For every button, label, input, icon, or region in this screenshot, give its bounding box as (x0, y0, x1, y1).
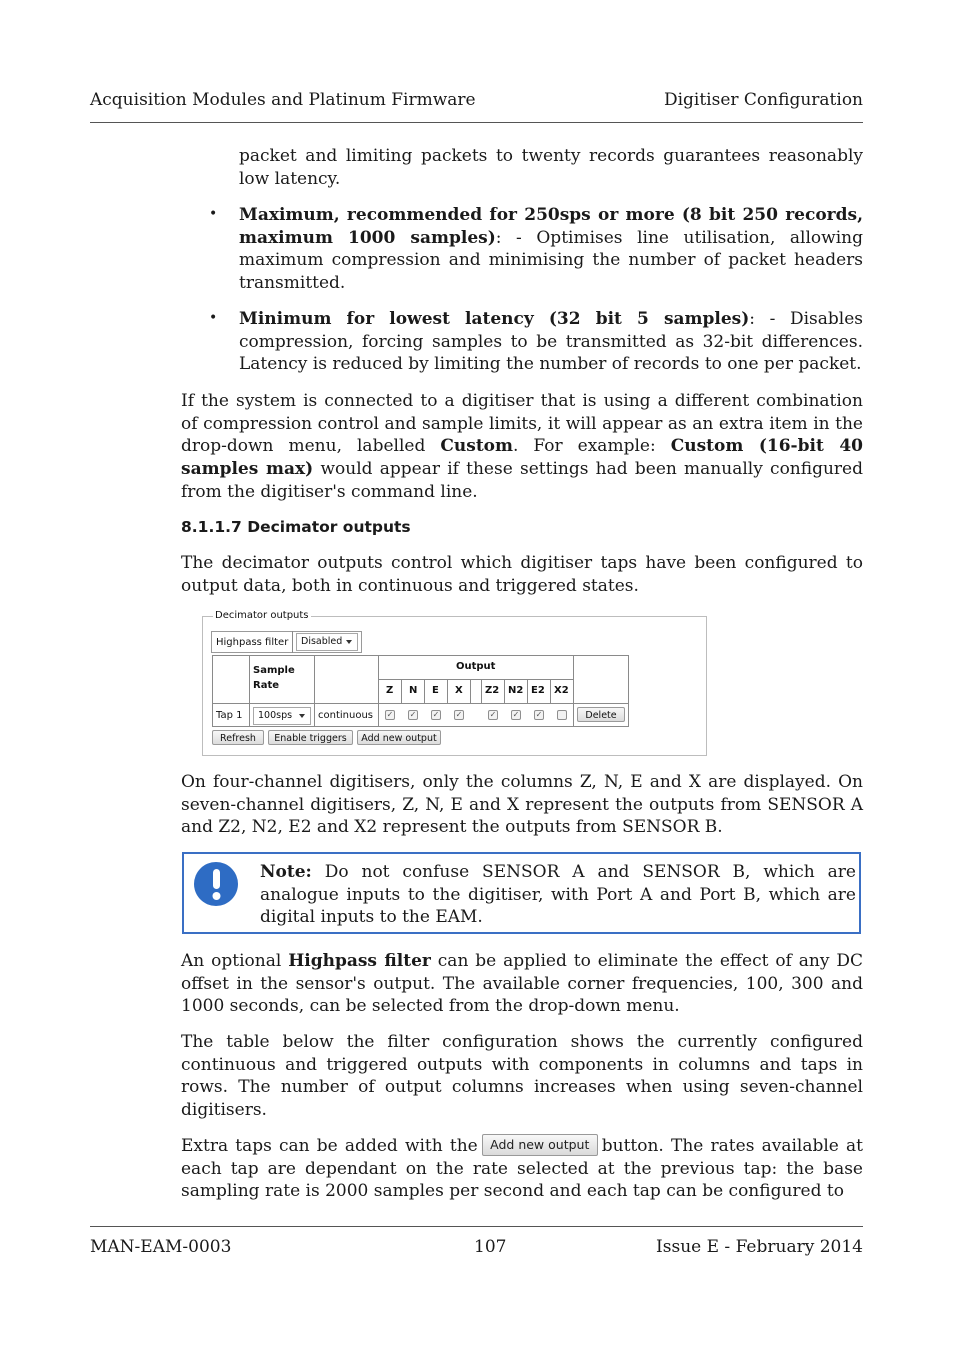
text-bold: Custom (16-bit 40 samples max) (181, 436, 863, 480)
note-label: Note: (260, 862, 312, 882)
channel-header: N2 (508, 685, 524, 696)
paragraph-custom (181, 390, 863, 504)
footer-doc-id: MAN-EAM-0003 (90, 1237, 232, 1257)
bullet-dot: • (209, 310, 218, 326)
footer-issue: Issue E - February 2014 (656, 1237, 863, 1257)
channel-header: E2 (531, 685, 545, 696)
delete-button[interactable]: Delete (577, 707, 625, 722)
paragraph-channels: On four-channel digitisers, only the columns Z, N, E and X are displayed. On seven-channel digitisers, Z, N, E and X represent the outputs from SENSOR A and Z2, N2, E2 and X2 represent the outputs from SENSOR B. (181, 772, 863, 838)
divider (424, 679, 425, 703)
text: can be applied to eliminate the effect of any DC offset in the sensor's output. The available corner frequencies, 100, 300 and 1000 seconds, can be selected from the drop-down menu. (181, 951, 863, 1017)
output-checkbox[interactable] (557, 710, 567, 720)
divider (378, 655, 379, 727)
text-bold: Highpass filter (288, 951, 431, 971)
text: If the system is connected to a digitiser that is using a different combination of compression control and sample limits, it will appear as an extra item in the drop-down menu, labelled (181, 391, 863, 457)
output-checkbox[interactable]: ✓ (386, 710, 394, 719)
panel-legend: Decimator outputs (215, 610, 309, 621)
text-bold: Custom (440, 436, 513, 457)
paragraph-decimator: The decimator outputs control which digitiser taps have been configured to output data, both in continuous and triggered states. (181, 553, 863, 596)
bullet-maximum-text: : - Optimises line utilisation, allowing maximum compression and minimising the number of packet headers transmitted. (239, 227, 863, 294)
bullet-dot: • (209, 206, 218, 222)
section-heading: 8.1.1.7 Decimator outputs (181, 518, 411, 536)
footer-page-number: 107 (474, 1237, 507, 1257)
decimator-outputs-panel (202, 610, 707, 756)
channel-header: N (409, 685, 418, 696)
divider (481, 679, 482, 703)
divider (292, 631, 293, 653)
header-rule (90, 122, 863, 123)
channel-header: X2 (554, 685, 569, 696)
mode-value: continuous (318, 710, 373, 721)
divider (504, 679, 505, 703)
channel-header: X (455, 685, 463, 696)
column-rate: Rate (253, 680, 280, 691)
text: would appear if these settings had been manually configured from the digitiser's command line. (181, 459, 863, 502)
output-checkbox[interactable]: ✓ (432, 710, 440, 719)
divider (447, 679, 448, 703)
rate-select[interactable] (253, 707, 311, 725)
output-checkbox[interactable]: ✓ (489, 710, 497, 719)
divider (378, 679, 573, 680)
divider (470, 679, 471, 703)
text: Extra taps can be added with the (181, 1136, 478, 1156)
divider (527, 679, 528, 703)
bullet-minimum-text: : - Disables compression, forcing samples to be transmitted as 32-bit differences. Latency is reduced by limiting the number of records to one per packet. (239, 309, 863, 375)
paragraph-highpass (181, 950, 863, 1018)
highpass-select[interactable] (296, 633, 358, 651)
divider (212, 703, 629, 704)
bullet-maximum-title: Maximum, recommended for 250sps or more (8 bit 250 records, maximum 1000 samples) (239, 205, 863, 248)
divider (401, 679, 402, 703)
header-right: Digitiser Configuration (663, 90, 863, 110)
tap-label: Tap 1 (216, 710, 243, 721)
bullet-minimum-title: Minimum for lowest latency (32 bit 5 samples) (239, 309, 750, 329)
add-new-output-inline-button: Add new output (482, 1134, 598, 1156)
text: An optional (181, 951, 289, 971)
channel-header: Z2 (485, 685, 500, 696)
footer-rule (90, 1226, 863, 1227)
exclamation-icon (194, 862, 238, 906)
text: button. The rates available at each tap are dependant on the rate selected at the previous tap: the base sampling rate is 2000 samples per second and each tap can be configured to (181, 1136, 864, 1202)
exclamation-icon-glyph (194, 862, 238, 906)
note-body: Do not confuse SENSOR A and SENSOR B, which are analogue inputs to the digitiser, with Port A and Port B, which are digital inputs to the EAM. (260, 862, 856, 928)
rate-value: 100sps (258, 710, 293, 721)
bullet-minimum (239, 308, 863, 376)
header-left: Acquisition Modules and Platinum Firmware (90, 90, 476, 110)
column-sample: Sample (253, 665, 295, 676)
paragraph-table: The table below the filter configuration shows the currently configured continuous and triggered outputs with components in columns and taps in rows. The number of output columns increases when using seven-channel digitisers. (181, 1032, 863, 1121)
highpass-label: Highpass filter (216, 637, 289, 648)
output-checkbox[interactable]: ✓ (455, 710, 463, 719)
chevron-down-icon (346, 640, 352, 644)
refresh-button[interactable]: Refresh (212, 730, 264, 745)
bullet-maximum (239, 204, 863, 295)
divider (249, 655, 250, 727)
output-checkbox[interactable]: ✓ (535, 710, 543, 719)
highpass-value: Disabled (301, 636, 343, 647)
output-checkbox[interactable]: ✓ (409, 710, 417, 719)
divider (550, 679, 551, 703)
divider (314, 655, 315, 727)
divider (573, 655, 574, 727)
channel-header: E (432, 685, 439, 696)
text: . For example: (513, 436, 671, 457)
chevron-down-icon (299, 714, 305, 718)
note-box (182, 852, 861, 934)
column-output: Output (456, 661, 496, 672)
enable-triggers-button[interactable]: Enable triggers (268, 730, 353, 745)
paragraph-continued: packet and limiting packets to twenty records guarantees reasonably low latency. (239, 146, 863, 189)
output-checkbox[interactable]: ✓ (512, 710, 520, 719)
paragraph-extra-taps (181, 1135, 863, 1203)
note-text (260, 861, 856, 929)
channel-header: Z (386, 685, 394, 696)
add-new-output-button[interactable]: Add new output (357, 730, 441, 745)
